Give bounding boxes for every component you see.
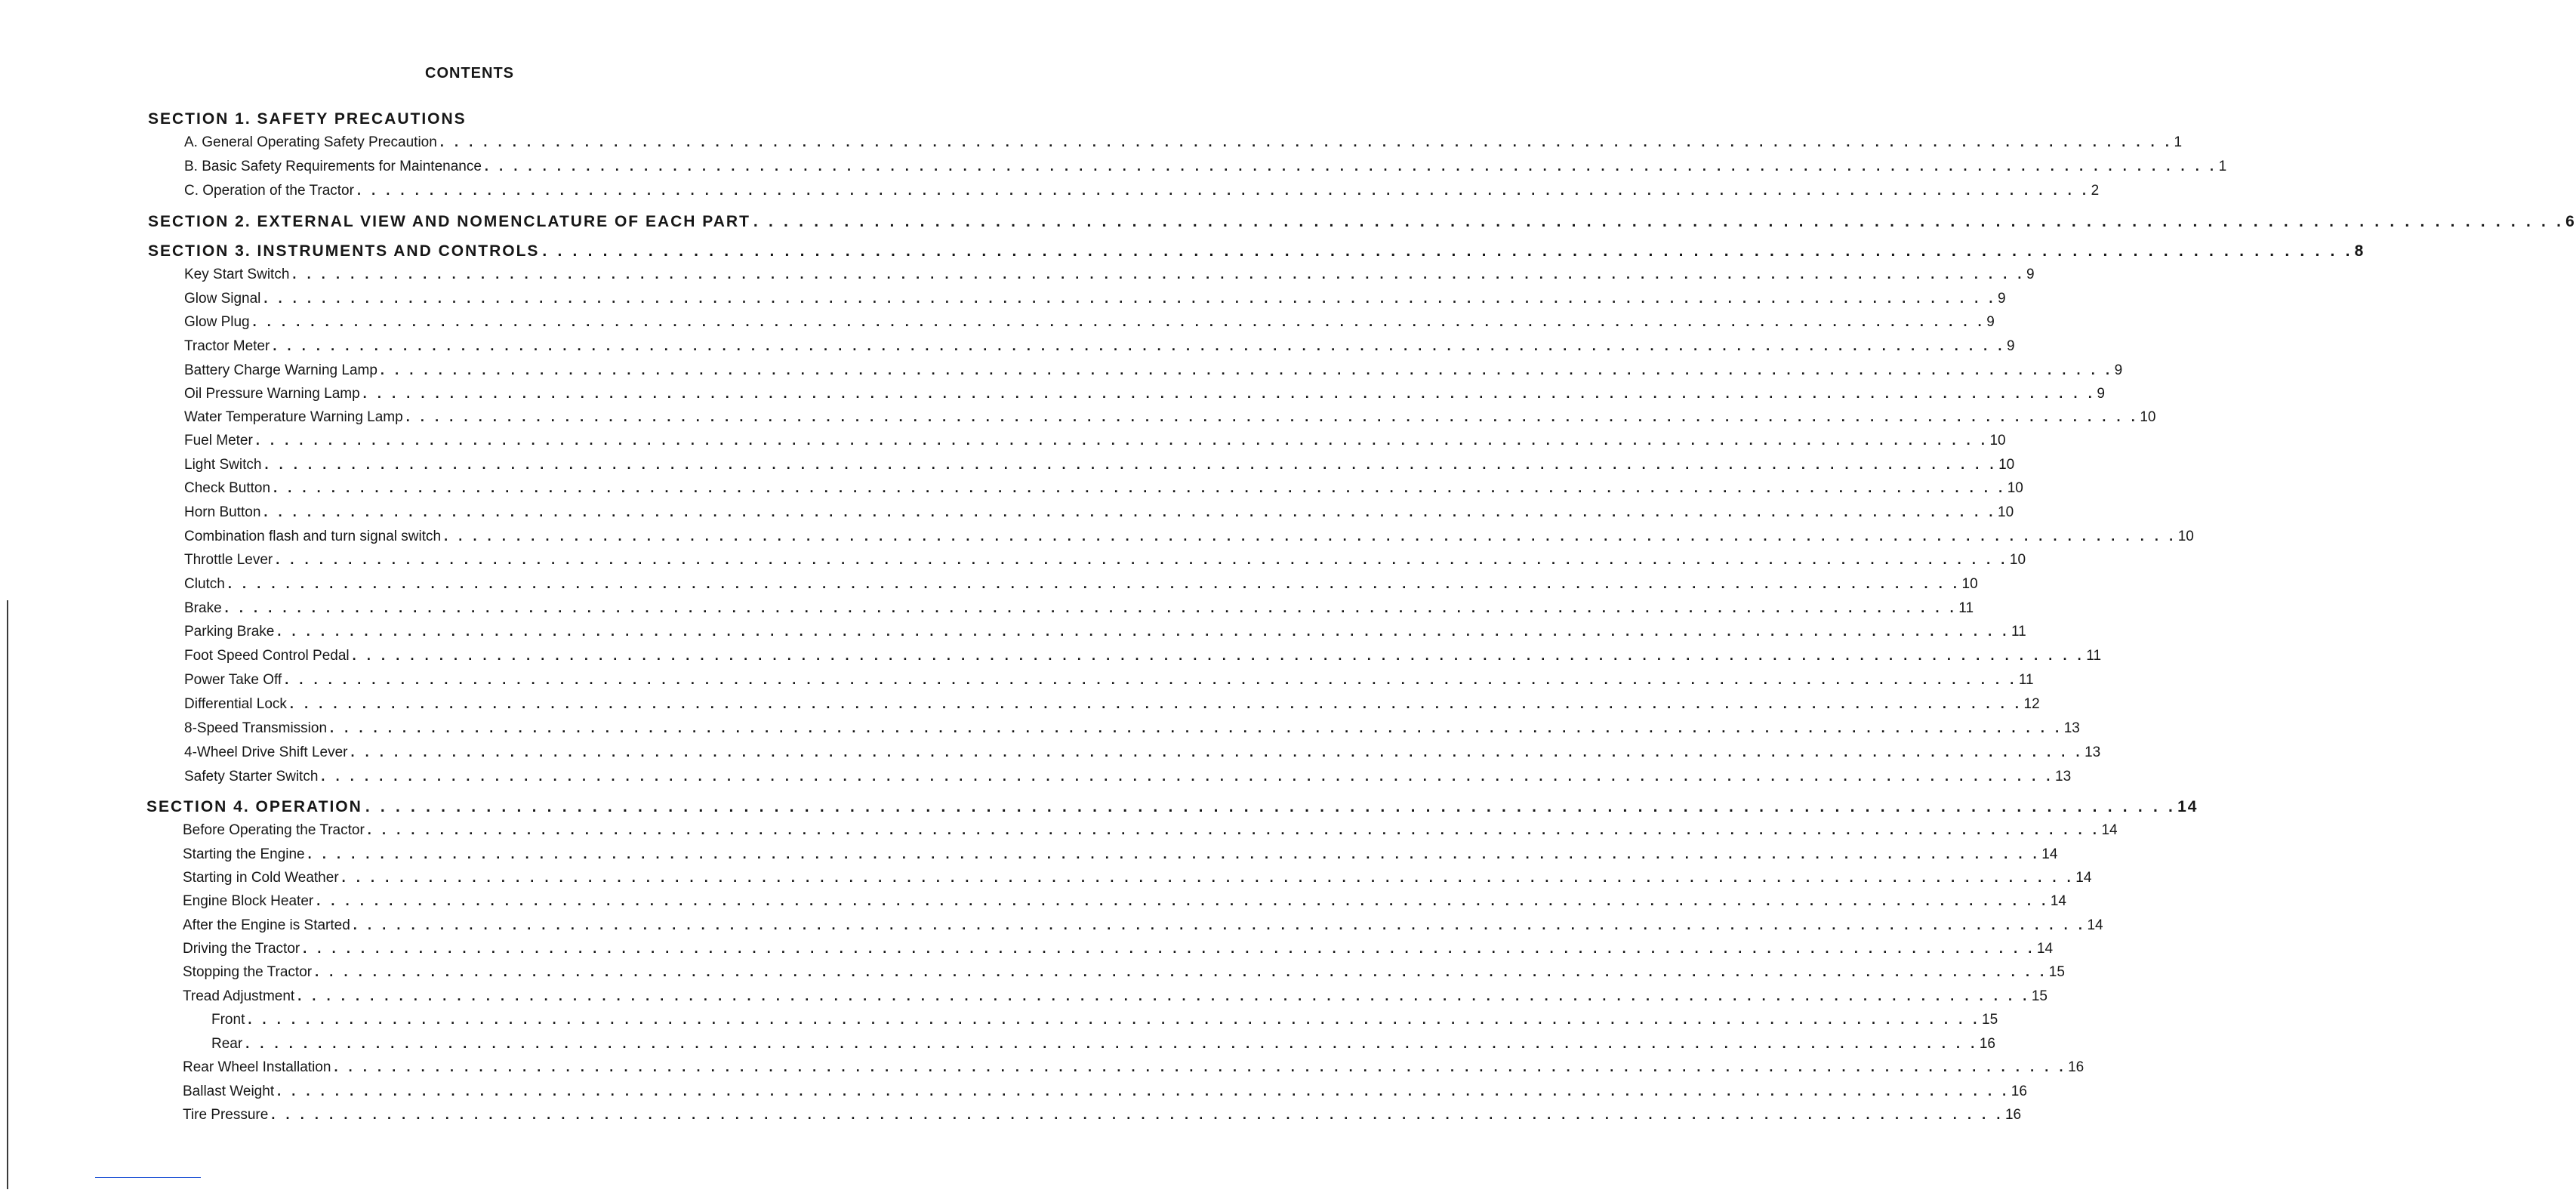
- toc-dot-leader: . . . . . . . . . . . . . . . . . . . . . . . . . . . . . . . . . . . . . . . . . . . . . . . . . . . . . . . . . . . . . . . . . . . . . . . . . . . . . . . . . . . . . . . . . . . . . . . . . . . . . . . . . . . . . . . . . . . . . . . .: [330, 720, 2063, 735]
- toc-entry-label: SECTION 1. SAFETY PRECAUTIONS: [148, 110, 467, 128]
- toc-page-number: 11: [2011, 624, 2026, 640]
- toc-entry: [184, 338, 2015, 355]
- toc-entry-label: Foot Speed Control Pedal: [184, 648, 350, 664]
- toc-entry-label: Parking Brake: [184, 624, 275, 640]
- toc-dot-leader: . . . . . . . . . . . . . . . . . . . . . . . . . . . . . . . . . . . . . . . . . . . . . . . . . . . . . . . . . . . . . . . . . . . . . . . . . . . . . . . . . . . . . . . . . . . . . . . . . . . . . . . . . . . . . . . . . . . . . . . .: [307, 846, 2041, 862]
- toc-page-number: 1: [2174, 134, 2183, 150]
- toc-entry-label: Check Button: [184, 480, 271, 496]
- toc-page-number: 10: [1998, 504, 2014, 520]
- toc-section-heading: [148, 213, 2576, 231]
- toc-entry-label: Rear Wheel Installation: [183, 1059, 331, 1075]
- toc-dot-leader: . . . . . . . . . . . . . . . . . . . . . . . . . . . . . . . . . . . . . . . . . . . . . . . . . . . . . . . . . . . . . . . . . . . . . . . . . . . . . . . . . . . . . . . . . . . . . . . . . . . . . . . . . . . . . . . . . . . . . . . .: [276, 552, 2008, 567]
- toc-entry-label: Battery Charge Warning Lamp: [184, 362, 377, 378]
- toc-page-number: 14: [2101, 822, 2118, 838]
- toc-entry-label: Engine Block Heater: [183, 893, 314, 909]
- toc-entry: [184, 769, 2072, 785]
- toc-entry-label: Glow Plug: [184, 314, 250, 330]
- toc-entry-label: Ballast Weight: [183, 1083, 275, 1099]
- toc-entry-label: Combination flash and turn signal switch: [184, 529, 442, 544]
- toc-entry: [183, 893, 2066, 910]
- toc-entry: [211, 1012, 1998, 1028]
- toc-page-number: 9: [1986, 314, 1995, 330]
- toc-page-number: 2: [2091, 183, 2100, 199]
- toc-entry-label: Tire Pressure: [183, 1107, 269, 1123]
- toc-page-number: 11: [1958, 600, 1974, 616]
- toc-entry: [184, 696, 2040, 713]
- toc-dot-leader: . . . . . . . . . . . . . . . . . . . . . . . . . . . . . . . . . . . . . . . . . . . . . . . . . . . . . . . . . . . . . . . . . . . . . . . . . . . . . . . . . . . . . . . . . . . . . . . . . . . . . . . . . . . . . . . . . . . . . . . .: [297, 988, 2030, 1003]
- toc-page-number: 15: [2048, 964, 2065, 980]
- toc-entry: [184, 576, 1978, 593]
- toc-dot-leader: . . . . . . . . . . . . . . . . . . . . . . . . . . . . . . . . . . . . . . . . . . . . . . . . . . . . . . . . . . . . . . . . . . . . . . . . . . . . . . . . . . . . . . . . . . . . . . . . . . . . . . . . . . . . . . . . . . . . . . . .: [362, 386, 2096, 401]
- toc-entry: [184, 134, 2183, 151]
- toc-dot-leader: . . . . . . . . . . . . . . . . . . . . . . . . . . . . . . . . . . . . . . . . . . . . . . . . . . . . . . . . . . . . . . . . . . . . . . . . . . . . . . . . . . . . . . . . . . . . . . . . . . . . . . . . . . . . . . . . . . . . . . . .: [352, 648, 2085, 663]
- toc-section-heading: [148, 110, 467, 128]
- toc-page-number: 9: [2006, 338, 2015, 354]
- toc-dot-leader: . . . . . . . . . . . . . . . . . . . . . . . . . . . . . . . . . . . . . . . . . . . . . . . . . . . . . . . . . . . . . . . . . . . . . . . . . . . . . . . . . . . . . . . . . . . . . . . . . . . . . . . . . . . . . . . . . . . . . . . .: [439, 134, 2173, 150]
- toc-dot-leader: . . . . . . . . . . . . . . . . . . . . . . . . . . . . . . . . . . . . . . . . . . . . . . . . . . . . . . . . . . . . . . . . . . . . . . . . . . . . . . . . . . . . . . . . . . . . . . . . . . . . . . . . . . . . . . . . . . . . . . . .: [367, 822, 2100, 837]
- toc-dot-leader: . . . . . . . . . . . . . . . . . . . . . . . . . . . . . . . . . . . . . . . . . . . . . . . . . . . . . . . . . . . . . . . . . . . . . . . . . . . . . . . . . . . . . . . . . . . . . . . . . . . . . . . . . . . . . . . . . . . . . . . .: [353, 917, 2086, 932]
- toc-entry-label: Light Switch: [184, 457, 262, 473]
- toc-page-number: 10: [1961, 576, 1978, 592]
- toc-entry: [184, 433, 2006, 449]
- toc-page-number: 16: [2068, 1059, 2085, 1075]
- toc-dot-leader: . . . . . . . . . . . . . . . . . . . . . . . . . . . . . . . . . . . . . . . . . . . . . . . . . . . . . . . . . . . . . . . . . . . . . . . . . . . . . . . . . . . . . . . . . . . . . . . . . . . . . . . . . . . . . . . . . . . . . . . .: [227, 576, 1961, 591]
- toc-entry: [211, 1036, 1995, 1053]
- toc-entry: [183, 1083, 2027, 1100]
- toc-entry-label: SECTION 4. OPERATION: [146, 798, 362, 815]
- toc-entry: [183, 1107, 2022, 1124]
- toc-entry-label: Differential Lock: [184, 696, 287, 712]
- toc-page-number: 16: [2011, 1083, 2027, 1099]
- toc-page-number: 9: [2114, 362, 2123, 378]
- toc-page-number: 10: [2140, 409, 2156, 425]
- toc-page-number: 12: [2023, 696, 2040, 712]
- toc-dot-leader: . . . . . . . . . . . . . . . . . . . . . . . . . . . . . . . . . . . . . . . . . . . . . . . . . . . . . . . . . . . . . . . . . . . . . . . . . . . . . . . . . . . . . . . . . . . . . . . . . . . . . . . . . . . . . . . . . . . . . . . .: [271, 1107, 2004, 1122]
- toc-entry: [184, 720, 2080, 737]
- toc-page-number: 16: [2004, 1107, 2022, 1123]
- toc-entry-label: Rear: [211, 1036, 243, 1052]
- toc-entry: [184, 672, 2034, 689]
- toc-entry-label: 4-Wheel Drive Shift Lever: [184, 744, 348, 760]
- toc-dot-leader: . . . . . . . . . . . . . . . . . . . . . . . . . . . . . . . . . . . . . . . . . . . . . . . . . . . . . . . . . . . . . . . . . . . . . . . . . . . . . . . . . . . . . . . . . . . . . . . . . . . . . . . . . . . . . . . . . . . . . . . .: [248, 1012, 1980, 1027]
- toc-dot-leader: . . . . . . . . . . . . . . . . . . . . . . . . . . . . . . . . . . . . . . . . . . . . . . . . . . . . . . . . . . . . . . . . . . . . . . . . . . . . . . . . . . . . . . . . . . . . . . . . . . . . . . . . . . . . . . . . . . . . . . . .: [484, 159, 2217, 174]
- toc-entry: [183, 941, 2054, 957]
- toc-dot-leader: . . . . . . . . . . . . . . . . . . . . . . . . . . . . . . . . . . . . . . . . . . . . . . . . . . . . . . . . . . . . . . . . . . . . . . . . . . . . . . . . . . . . . . . . . . . . . . . . . . . . . . . . . . . . . . . . . . . . . . . .: [341, 870, 2075, 885]
- toc-page-number: 9: [2097, 386, 2105, 402]
- toc-entry: [183, 917, 2103, 934]
- toc-entry-label: Tread Adjustment: [183, 988, 295, 1004]
- toc-entry-label: Front: [211, 1012, 245, 1028]
- toc-page-number: 13: [2063, 720, 2080, 736]
- toc-page-number: 15: [1982, 1012, 1998, 1028]
- toc-dot-leader: . . . . . . . . . . . . . . . . . . . . . . . . . . . . . . . . . . . . . . . . . . . . . . . . . . . . . . . . . . . . . . . . . . . . . . . . . . . . . . . . . . . . . . . . . . . . . . . . . . . . . . . . . . . . . . . . . . . . . . . .: [321, 769, 2054, 784]
- toc-dot-leader: . . . . . . . . . . . . . . . . . . . . . . . . . . . . . . . . . . . . . . . . . . . . . . . . . . . . . . . . . . . . . . . . . . . . . . . . . . . . . . . . . . . . . . . . . . . . . . . . . . . . . . . . . . . . . . . . . . . . . . . .: [303, 941, 2035, 956]
- toc-page-number: 16: [1979, 1036, 1995, 1052]
- toc-entry: [184, 457, 2015, 473]
- toc-dot-leader: . . . . . . . . . . . . . . . . . . . . . . . . . . . . . . . . . . . . . . . . . . . . . . . . . . . . . . . . . . . . . . . . . . . . . . . . . . . . . . . . . . . . . . . . . . . . . . . . . . . . . . . . . . . . . . . . . . . . . . . .: [405, 409, 2139, 424]
- toc-dot-leader: . . . . . . . . . . . . . . . . . . . . . . . . . . . . . . . . . . . . . . . . . . . . . . . . . . . . . . . . . . . . . . . . . . . . . . . . . . . . . . . . . . . . . . . . . . . . . . . . . . . . . . . . . . . . . . . . . . . . . . . .: [252, 314, 1986, 329]
- toc-entry-label: Stopping the Tractor: [183, 964, 313, 980]
- toc-page-number: 14: [2087, 917, 2103, 933]
- toc-page-number: 9: [1998, 291, 2006, 307]
- toc-entry-label: Starting the Engine: [183, 846, 305, 862]
- toc-entry-label: Power Take Off: [184, 672, 282, 688]
- toc-entry: [183, 964, 2065, 981]
- toc-entry: [184, 314, 1995, 331]
- toc-dot-leader: . . . . . . . . . . . . . . . . . . . . . . . . . . . . . . . . . . . . . . . . . . . . . . . . . . . . . . . . . . . . . . . . . . . . . . . . . . . . . . . . . . . . . . . . . . . . . . . . . . . . . . . . . . . . . . . . . . . . . . . .: [273, 338, 2005, 353]
- toc-entry-label: A. General Operating Safety Precaution: [184, 134, 437, 150]
- toc-entry: [184, 291, 2006, 307]
- toc-dot-leader: . . . . . . . . . . . . . . . . . . . . . . . . . . . . . . . . . . . . . . . . . . . . . . . . . . . . . . . . . . . . . . . . . . . . . . . . . . . . . . . . . . . . . . . . . . . . . . . . . . . . . . . . . . . . . . . . . . . . . . . .: [263, 504, 1997, 519]
- toc-page-number: 14: [2036, 941, 2054, 957]
- toc-entry: [184, 480, 2023, 497]
- toc-entry: [184, 529, 2194, 545]
- toc-entry-label: Starting in Cold Weather: [183, 870, 339, 886]
- toc-page-number: 6: [2565, 213, 2576, 230]
- toc-page-number: 11: [2018, 672, 2034, 688]
- toc-entry: [184, 552, 2026, 569]
- toc-dot-leader: . . . . . . . . . . . . . . . . . . . . . . . . . . . . . . . . . . . . . . . . . . . . . . . . . . . . . . . . . . . . . . . . . . . . . . . . . . . . . . . . . . . . . . . . . . . . . . . . . . . . . . . . . . . . . . . . . . . . . . . .: [365, 798, 2177, 815]
- toc-page-number: 1: [2218, 159, 2227, 174]
- toc-entry: [184, 648, 2102, 664]
- toc-entry-label: SECTION 3. INSTRUMENTS AND CONTROLS: [148, 242, 540, 260]
- toc-dot-leader: . . . . . . . . . . . . . . . . . . . . . . . . . . . . . . . . . . . . . . . . . . . . . . . . . . . . . . . . . . . . . . . . . . . . . . . . . . . . . . . . . . . . . . . . . . . . . . . . . . . . . . . . . . . . . . . . . . . . . . . .: [245, 1036, 1978, 1051]
- toc-entry: [184, 600, 1974, 617]
- toc-entry-label: Water Temperature Warning Lamp: [184, 409, 403, 425]
- margin-rule: [7, 600, 8, 1189]
- toc-entry: [183, 1059, 2085, 1076]
- toc-page-number: 10: [1989, 433, 2006, 448]
- toc-dot-leader: . . . . . . . . . . . . . . . . . . . . . . . . . . . . . . . . . . . . . . . . . . . . . . . . . . . . . . . . . . . . . . . . . . . . . . . . . . . . . . . . . . . . . . . . . . . . . . . . . . . . . . . . . . . . . . . . . . . . . . . .: [334, 1059, 2067, 1074]
- toc-entry-label: Tractor Meter: [184, 338, 270, 354]
- toc-page-number: 14: [2050, 893, 2066, 909]
- toc-dot-leader: . . . . . . . . . . . . . . . . . . . . . . . . . . . . . . . . . . . . . . . . . . . . . . . . . . . . . . . . . . . . . . . . . . . . . . . . . . . . . . . . . . . . . . . . . . . . . . . . . . . . . . . . . . . . . . . . . . . . . . . .: [277, 1083, 2010, 1099]
- toc-dot-leader: . . . . . . . . . . . . . . . . . . . . . . . . . . . . . . . . . . . . . . . . . . . . . . . . . . . . . . . . . . . . . . . . . . . . . . . . . . . . . . . . . . . . . . . . . . . . . . . . . . . . . . . . . . . . . . . . . . . . . . . .: [542, 242, 2353, 260]
- toc-page-number: 15: [2031, 988, 2048, 1004]
- toc-dot-leader: . . . . . . . . . . . . . . . . . . . . . . . . . . . . . . . . . . . . . . . . . . . . . . . . . . . . . . . . . . . . . . . . . . . . . . . . . . . . . . . . . . . . . . . . . . . . . . . . . . . . . . . . . . . . . . . . . . . . . . . .: [277, 624, 2010, 639]
- toc-entry-label: Before Operating the Tractor: [183, 822, 365, 838]
- toc-entry-label: 8-Speed Transmission: [184, 720, 328, 736]
- toc-dot-leader: . . . . . . . . . . . . . . . . . . . . . . . . . . . . . . . . . . . . . . . . . . . . . . . . . . . . . . . . . . . . . . . . . . . . . . . . . . . . . . . . . . . . . . . . . . . . . . . . . . . . . . . . . . . . . . . . . . . . . . . .: [255, 433, 1989, 448]
- toc-page-number: 10: [2009, 552, 2026, 568]
- toc-dot-leader: . . . . . . . . . . . . . . . . . . . . . . . . . . . . . . . . . . . . . . . . . . . . . . . . . . . . . . . . . . . . . . . . . . . . . . . . . . . . . . . . . . . . . . . . . . . . . . . . . . . . . . . . . . . . . . . . . . . . . . . .: [224, 600, 1958, 615]
- toc-entry-label: Clutch: [184, 576, 225, 592]
- toc-entry: [184, 183, 2100, 199]
- toc-dot-leader: . . . . . . . . . . . . . . . . . . . . . . . . . . . . . . . . . . . . . . . . . . . . . . . . . . . . . . . . . . . . . . . . . . . . . . . . . . . . . . . . . . . . . . . . . . . . . . . . . . . . . . . . . . . . . . . . . . . . . . . .: [292, 267, 2026, 282]
- toc-entry: [184, 624, 2026, 640]
- toc-page-number: 10: [2007, 480, 2023, 496]
- toc-page-number: 13: [2085, 744, 2101, 760]
- toc-entry-label: Oil Pressure Warning Lamp: [184, 386, 360, 402]
- toc-page-number: 10: [2177, 529, 2194, 544]
- toc-dot-leader: . . . . . . . . . . . . . . . . . . . . . . . . . . . . . . . . . . . . . . . . . . . . . . . . . . . . . . . . . . . . . . . . . . . . . . . . . . . . . . . . . . . . . . . . . . . . . . . . . . . . . . . . . . . . . . . . . . . . . . . .: [273, 480, 2006, 495]
- toc-page-number: 10: [1998, 457, 2015, 473]
- toc-entry: [184, 504, 2014, 521]
- footer-rule: [95, 1177, 201, 1178]
- toc-entry: [184, 744, 2101, 761]
- toc-entry-label: Driving the Tractor: [183, 941, 300, 957]
- toc-dot-leader: . . . . . . . . . . . . . . . . . . . . . . . . . . . . . . . . . . . . . . . . . . . . . . . . . . . . . . . . . . . . . . . . . . . . . . . . . . . . . . . . . . . . . . . . . . . . . . . . . . . . . . . . . . . . . . . . . . . . . . . .: [316, 893, 2049, 908]
- toc-entry: [184, 362, 2123, 379]
- toc-entry: [183, 988, 2048, 1005]
- page-title: CONTENTS: [425, 65, 514, 82]
- toc-page-number: 14: [2041, 846, 2058, 862]
- toc-entry-label: C. Operation of the Tractor: [184, 183, 354, 199]
- toc-entry-label: After the Engine is Started: [183, 917, 350, 933]
- toc-entry-label: Throttle Lever: [184, 552, 273, 568]
- toc-dot-leader: . . . . . . . . . . . . . . . . . . . . . . . . . . . . . . . . . . . . . . . . . . . . . . . . . . . . . . . . . . . . . . . . . . . . . . . . . . . . . . . . . . . . . . . . . . . . . . . . . . . . . . . . . . . . . . . . . . . . . . . .: [285, 672, 2017, 687]
- toc-entry-label: Key Start Switch: [184, 267, 290, 282]
- toc-entry-label: B. Basic Safety Requirements for Maintenance: [184, 159, 482, 174]
- toc-entry: [183, 870, 2092, 886]
- toc-dot-leader: . . . . . . . . . . . . . . . . . . . . . . . . . . . . . . . . . . . . . . . . . . . . . . . . . . . . . . . . . . . . . . . . . . . . . . . . . . . . . . . . . . . . . . . . . . . . . . . . . . . . . . . . . . . . . . . . . . . . . . . .: [356, 183, 2090, 198]
- toc-entry-label: Brake: [184, 600, 222, 616]
- toc-section-heading: [146, 798, 2199, 816]
- toc-entry: [184, 159, 2227, 175]
- toc-page-number: 9: [2026, 267, 2035, 282]
- toc-page-number: 14: [2075, 870, 2092, 886]
- toc-dot-leader: . . . . . . . . . . . . . . . . . . . . . . . . . . . . . . . . . . . . . . . . . . . . . . . . . . . . . . . . . . . . . . . . . . . . . . . . . . . . . . . . . . . . . . . . . . . . . . . . . . . . . . . . . . . . . . . . . . . . . . . .: [263, 291, 1997, 306]
- toc-dot-leader: . . . . . . . . . . . . . . . . . . . . . . . . . . . . . . . . . . . . . . . . . . . . . . . . . . . . . . . . . . . . . . . . . . . . . . . . . . . . . . . . . . . . . . . . . . . . . . . . . . . . . . . . . . . . . . . . . . . . . . . .: [444, 529, 2177, 544]
- toc-dot-leader: . . . . . . . . . . . . . . . . . . . . . . . . . . . . . . . . . . . . . . . . . . . . . . . . . . . . . . . . . . . . . . . . . . . . . . . . . . . . . . . . . . . . . . . . . . . . . . . . . . . . . . . . . . . . . . . . . . . . . . . .: [350, 744, 2084, 760]
- toc-dot-leader: . . . . . . . . . . . . . . . . . . . . . . . . . . . . . . . . . . . . . . . . . . . . . . . . . . . . . . . . . . . . . . . . . . . . . . . . . . . . . . . . . . . . . . . . . . . . . . . . . . . . . . . . . . . . . . . . . . . . . . . .: [380, 362, 2113, 378]
- toc-entry: [184, 267, 2035, 283]
- toc-page-number: 13: [2055, 769, 2072, 784]
- toc-entry-label: Fuel Meter: [184, 433, 253, 448]
- toc-entry-label: SECTION 2. EXTERNAL VIEW AND NOMENCLATURE OF EACH PART: [148, 213, 750, 230]
- toc-dot-leader: . . . . . . . . . . . . . . . . . . . . . . . . . . . . . . . . . . . . . . . . . . . . . . . . . . . . . . . . . . . . . . . . . . . . . . . . . . . . . . . . . . . . . . . . . . . . . . . . . . . . . . . . . . . . . . . . . . . . . . . .: [289, 696, 2023, 711]
- toc-section-heading: [148, 242, 2365, 260]
- toc-dot-leader: . . . . . . . . . . . . . . . . . . . . . . . . . . . . . . . . . . . . . . . . . . . . . . . . . . . . . . . . . . . . . . . . . . . . . . . . . . . . . . . . . . . . . . . . . . . . . . . . . . . . . . . . . . . . . . . . . . . . . . . .: [264, 457, 1998, 472]
- toc-entry: [184, 409, 2156, 426]
- toc-dot-leader: . . . . . . . . . . . . . . . . . . . . . . . . . . . . . . . . . . . . . . . . . . . . . . . . . . . . . . . . . . . . . . . . . . . . . . . . . . . . . . . . . . . . . . . . . . . . . . . . . . . . . . . . . . . . . . . . . . . . . . . .: [753, 213, 2565, 230]
- toc-page-number: 11: [2086, 648, 2102, 664]
- toc-entry: [183, 846, 2058, 863]
- toc-dot-leader: . . . . . . . . . . . . . . . . . . . . . . . . . . . . . . . . . . . . . . . . . . . . . . . . . . . . . . . . . . . . . . . . . . . . . . . . . . . . . . . . . . . . . . . . . . . . . . . . . . . . . . . . . . . . . . . . . . . . . . . .: [315, 964, 2048, 979]
- toc-entry-label: Safety Starter Switch: [184, 769, 319, 784]
- toc-entry-label: Glow Signal: [184, 291, 261, 307]
- toc-entry: [184, 386, 2105, 402]
- toc-page-number: 14: [2177, 798, 2199, 815]
- toc-entry-label: Horn Button: [184, 504, 261, 520]
- toc-page-number: 8: [2354, 242, 2365, 260]
- toc-entry: [183, 822, 2118, 839]
